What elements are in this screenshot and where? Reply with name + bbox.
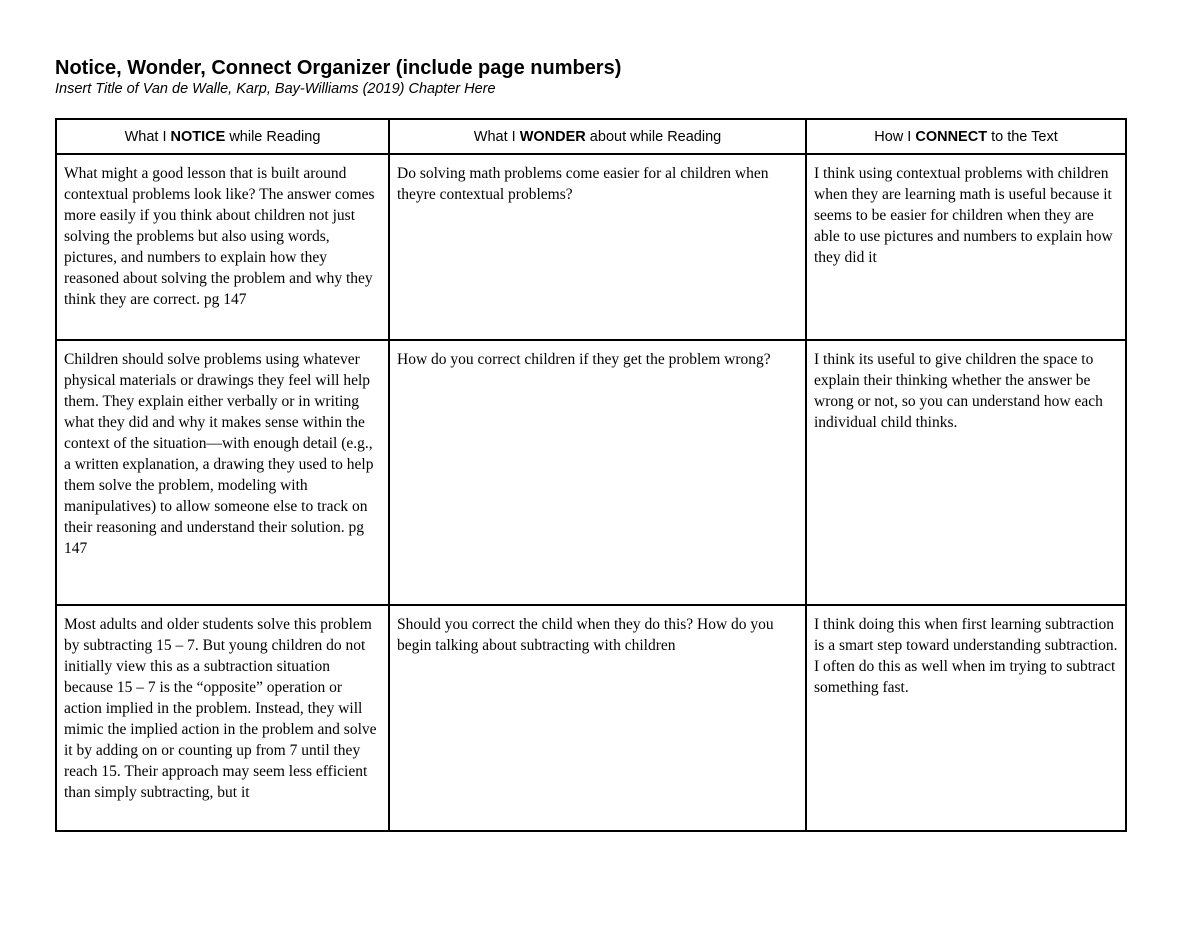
header-wonder-post: about while Reading (585, 128, 722, 145)
wonder-cell (389, 340, 806, 605)
header-wonder-bold: WONDER (519, 128, 586, 145)
connect-text: I think its useful to give children the space to explain their thinking whether the answer be wrong or not, so you can understand how each individual child thinks. (814, 351, 1103, 431)
organizer-table (55, 118, 1127, 832)
connect-text: I think doing this when first learning subtraction is a smart step toward understanding subtraction. I often do this as well when im trying to subtract something fast. (814, 616, 1118, 696)
wonder-cell (389, 154, 806, 340)
header-notice-post: while Reading (225, 128, 321, 145)
notice-cell (56, 340, 389, 605)
header-wonder (389, 119, 806, 154)
notice-cell (56, 605, 389, 831)
table-row (56, 340, 1126, 605)
header-notice-pre: What I (124, 128, 171, 145)
connect-text: I think using contextual problems with children when they are learning math is useful because it seems to be easier for children when they are able to use pictures and numbers to explain how they did it (814, 165, 1113, 266)
header-connect-bold: CONNECT (915, 128, 988, 145)
document-title: Notice, Wonder, Connect Organizer (include page numbers) (55, 57, 622, 79)
wonder-text: Should you correct the child when they do this? How do you begin talking about subtracting with children (397, 616, 774, 654)
connect-cell (806, 340, 1126, 605)
table-row (56, 605, 1126, 831)
header-wonder-pre: What I (473, 128, 520, 145)
wonder-text: Do solving math problems come easier for al children when theyre contextual problems? (397, 165, 769, 203)
wonder-text: How do you correct children if they get the problem wrong? (397, 351, 771, 368)
header-connect-pre: How I (874, 128, 916, 145)
header-connect (806, 119, 1126, 154)
connect-cell (806, 154, 1126, 340)
header-notice (56, 119, 389, 154)
table-row (56, 154, 1126, 340)
header-row (56, 119, 1126, 154)
notice-text: What might a good lesson that is built around contextual problems look like? The answer comes more easily if you think about children not just solving the problems but also using words, pictures, and numbers to explain how they reasoned about solving the problem and why they think they are correct. pg 147 (64, 165, 375, 308)
notice-text: Children should solve problems using whatever physical materials or drawings they feel will help them. They explain either verbally or in writing what they did and why it makes sense within the context of the situation—with enough detail (e.g., a written explanation, a drawing they used to help them solve the problem, modeling with manipulatives) to allow someone else to track on their reasoning and understand their solution. pg 147 (64, 351, 374, 557)
notice-cell (56, 154, 389, 340)
header-connect-post: to the Text (987, 128, 1058, 145)
document-subtitle: Insert Title of Van de Walle, Karp, Bay-Williams (2019) Chapter Here (55, 81, 496, 97)
wonder-cell (389, 605, 806, 831)
header-notice-bold: NOTICE (170, 128, 226, 145)
connect-cell (806, 605, 1126, 831)
notice-text: Most adults and older students solve this problem by subtracting 15 – 7. But young children do not initially view this as a subtraction situation because 15 – 7 is the “opposite” operation or action implied in the problem. Instead, they will mimic the implied action in the problem and solve it by adding on or counting up from 7 until they reach 15. Their approach may seem less efficient than simply subtracting, but it (64, 616, 377, 801)
